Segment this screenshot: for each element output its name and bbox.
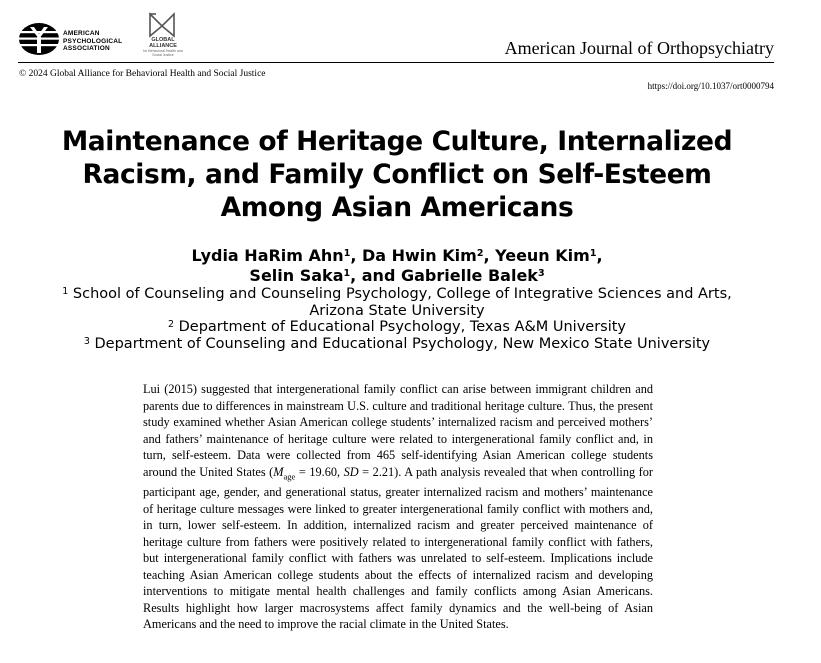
affiliation-item: $^2$ Department of Educational Psychology, Texas A&M University <box>167 319 627 335</box>
author-list: Lydia HaRim Ahn$^1$, Da Hwin Kim$^2$, Yeeun Kim$^1$, Selin Saka$^1$, and Gabrielle Balek$^3$ <box>191 246 603 285</box>
author-name: Yeeun Kim <box>495 246 590 265</box>
author-name: Selin Saka <box>249 266 344 285</box>
doi-link[interactable]: https://doi.org/10.1037/ort0000794 <box>647 81 774 91</box>
global-alliance-logo-text: GLOBAL ALLIANCE for Behavioral Health and Social Justice <box>143 37 183 57</box>
affiliation-item: $^1$ School of Counseling and Counseling Psychology, College of Integrative Sciences and Arts, <box>62 286 732 302</box>
author-affiliation-mark: 1 <box>343 268 351 279</box>
abstract: Lui (2015) suggested that intergenerational family conflict can arise between immigrant children and parents due to differences in mainstream U.S. culture and traditional heritage culture. Thus, the present study examined whether Asian American college students’ internalized racism and perceived mothers’ and fathers’ maintenance of heritage culture were related to intergenerational family conflict and, in turn, self-esteem. Data were collected from 465 self-identifying Asian American college students around the United States ($M_{age} = 19.60$, SD = 2.21). A path analysis revealed that when controlling for participant age, gender, and generational status, greater internalized racism and mothers’ maintenance of heritage culture messages were linked to greater intergenerational family conflict with mothers and, in turn, lower self-esteem. In addition, internalized racism and greater perceived maintenance of heritage culture from fathers were positively related to intergenerational family conflict with fathers, but intergenerational family conflict with fathers was unrelated to self-esteem. Implications include teaching Asian American college students about the effects of internalized racism and developing interventions to mitigate mental health challenges and family conflicts among Asian Americans. Results highlight how larger macrosystems affect family dynamics and the well-being of Asian Americans and the need to improve the racial climate in the United States. <box>143 382 653 632</box>
author-affiliation-mark: 2 <box>476 248 484 259</box>
author-name: Lydia HaRim Ahn <box>191 246 344 265</box>
author-affiliation-mark: 1 <box>343 248 351 259</box>
affiliation-item: $^3$ Department of Counseling and Educational Psychology, New Mexico State University <box>83 335 711 352</box>
author-affiliation-mark: 3 <box>537 268 545 279</box>
author-affiliation-mark: 1 <box>589 248 597 259</box>
affiliation-list <box>0 286 794 352</box>
header-rule <box>18 62 774 63</box>
author-name: Da Hwin Kim <box>361 246 477 265</box>
apa-logo-text: AMERICAN PSYCHOLOGICAL ASSOCIATION <box>63 30 123 52</box>
copyright-notice: © 2024 Global Alliance for Behavioral Health and Social Justice <box>19 69 266 79</box>
apa-logo <box>18 22 60 56</box>
article-title: Maintenance of Heritage Culture, Internalized Racism, and Family Conflict on Self-Esteem Among Asian Americans <box>61 126 733 223</box>
author-name: Gabrielle Balek <box>400 266 538 285</box>
affiliation-item-continued: Arizona State University <box>309 302 485 319</box>
journal-name: American Journal of Orthopsychiatry <box>504 38 774 58</box>
